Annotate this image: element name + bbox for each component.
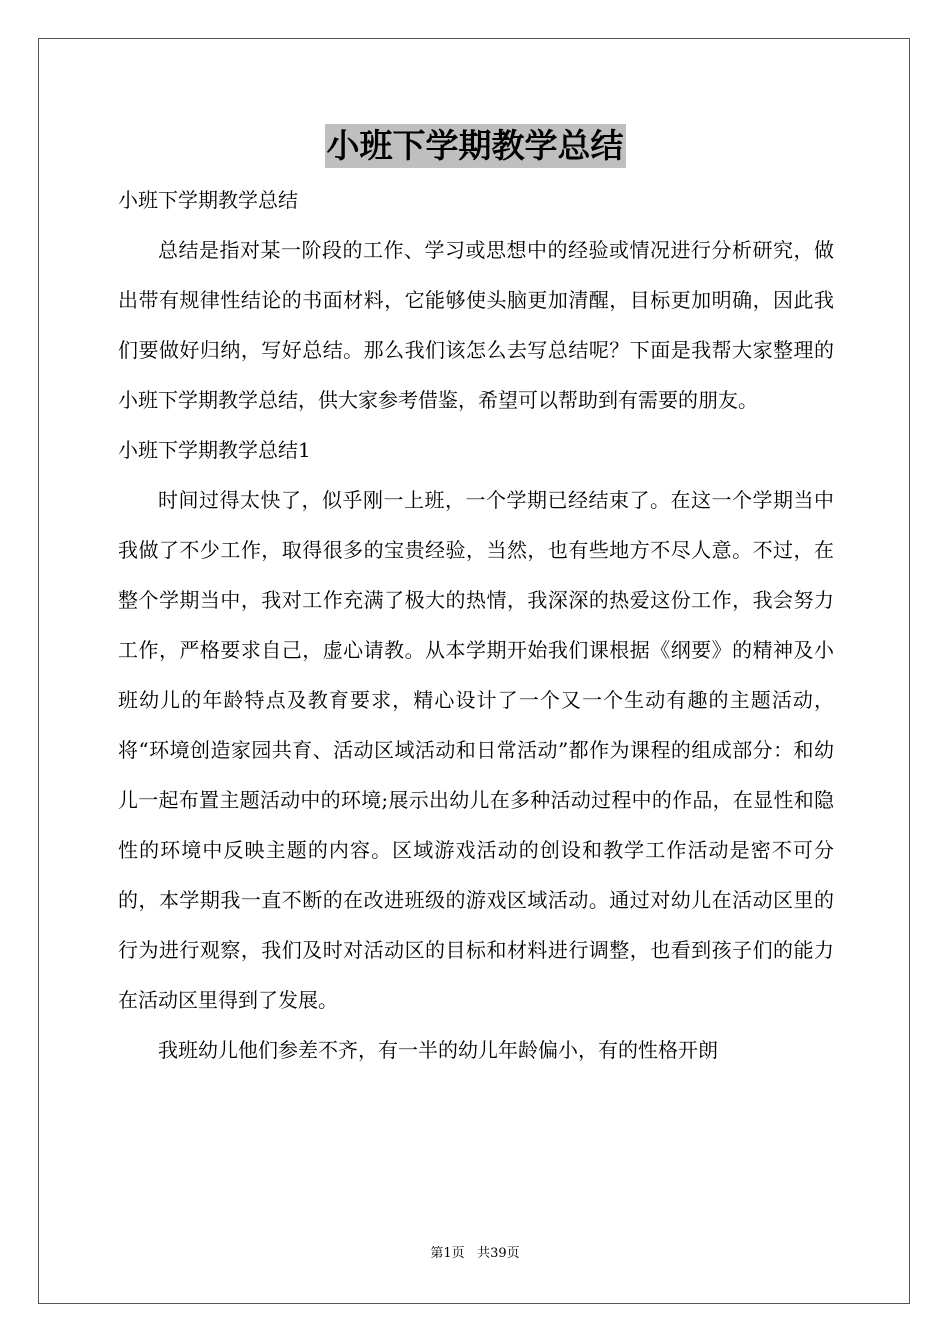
section-heading: 小班下学期教学总结1 bbox=[118, 438, 311, 462]
document-body bbox=[118, 177, 834, 1075]
section-paragraph-1: 时间过得太快了，似乎刚一上班，一个学期已经结束了。在这一个学期当中我做了不少工作，取得很多的宝贵经验，当然，也有些地方不尽人意。不过，在整个学期当中，我对工作充满了极大的热情，我深深的热爱这份工作，我会努力工作，严格要求自己，虚心请教。从本学期开始我们课根据《纲要》的精神及小班幼儿的年龄特点及教育要求，精心设计了一个又一个生动有趣的主题活动，将“环境创造家园共育、活动区域活动和日常活动”都作为课程的组成部分：和幼儿一起布置主题活动中的环境;展示出幼儿在多种活动过程中的作品，在显性和隐性的环境中反映主题的内容。区域游戏活动的创设和教学工作活动是密不可分的，本学期我一直不断的在改进班级的游戏区域活动。通过对幼儿在活动区里的行为进行观察，我们及时对活动区的目标和材料进行调整，也看到孩子们的能力在活动区里得到了发展。 bbox=[118, 488, 834, 1012]
document-title: 小班下学期教学总结 bbox=[325, 124, 626, 168]
title-container bbox=[0, 124, 950, 168]
page-number: 第1页 bbox=[430, 1246, 465, 1261]
intro-paragraph: 总结是指对某一阶段的工作、学习或思想中的经验或情况进行分析研究，做出带有规律性结论的书面材料，它能够使头脑更加清醒，目标更加明确，因此我们要做好归纳，写好总结。那么我们该怎么去写总结呢？下面是我帮大家整理的小班下学期教学总结，供大家参考借鉴，希望可以帮助到有需要的朋友。 bbox=[118, 238, 834, 412]
page-total: 共39页 bbox=[477, 1246, 520, 1261]
page-footer bbox=[0, 1245, 950, 1263]
document-subtitle: 小班下学期教学总结 bbox=[118, 188, 298, 212]
section-paragraph-2: 我班幼儿他们参差不齐，有一半的幼儿年龄偏小，有的性格开朗 bbox=[158, 1038, 718, 1062]
